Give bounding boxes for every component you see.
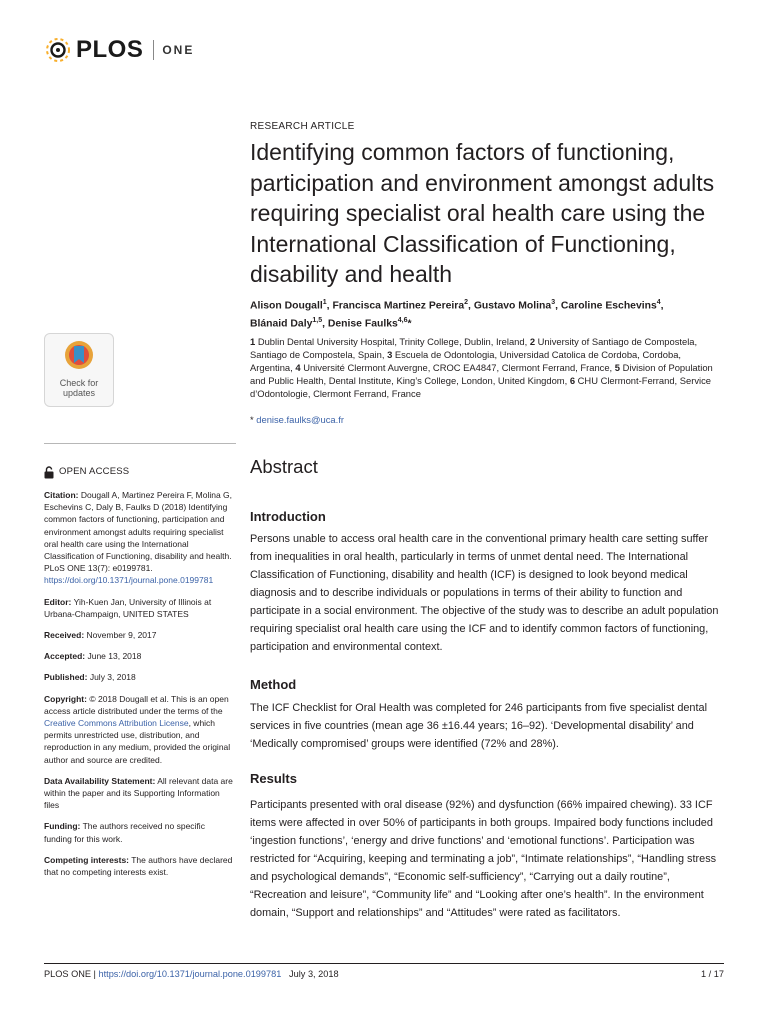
article-info-sidebar: [44, 466, 234, 887]
affil-text: CHU Clermont-Ferrand, Service d’Odontologie, Clermont Ferrand, France: [250, 375, 712, 400]
page-number: 1 / 17: [701, 969, 724, 979]
check-for-updates-label: Check for updates: [59, 378, 99, 398]
check-for-updates-badge[interactable]: [44, 333, 114, 407]
funding-block: Funding: The authors received no specific funding for this work.: [44, 821, 205, 844]
affiliations: [250, 335, 720, 400]
received-date: Received: November 9, 2017: [44, 630, 157, 641]
author-affil-sup: 4,6: [397, 316, 408, 324]
affil-num: 3: [387, 349, 393, 361]
affil-text: Dublin Dental University Hospital, Trinity College, Dublin, Ireland,: [257, 336, 528, 347]
accepted-date: Accepted: June 13, 2018: [44, 651, 142, 662]
brand-name: PLOS: [76, 36, 144, 63]
citation-doi-link[interactable]: https://doi.org/10.1371/journal.pone.0199781: [44, 575, 214, 586]
author-name[interactable]: Gustavo Molina: [473, 300, 552, 312]
copyright-block: Copyright: © 2018 Dougall et al. This is an open access article distributed under the terms of the Creative Commons Attribution License, which permits unrestricted use, distribution, and reproduction in any medium, provided the original author and source are credited.: [44, 693, 231, 765]
corresponding-mark: *: [407, 318, 412, 330]
author-name[interactable]: Alison Dougall: [250, 300, 323, 312]
article-title: Identifying common factors of functioning, participation and environment amongst adults requiring specialist oral health care using the International Classification of Functioning, disability and health: [250, 139, 715, 288]
logo-divider: [153, 40, 154, 60]
footer-journal: PLOS ONE |: [44, 969, 96, 979]
page-footer: [44, 969, 724, 979]
author-affil-sup: 4: [656, 299, 661, 306]
data-availability-block: Data Availability Statement: All relevant data are within the paper and its Supporting Information files: [44, 775, 233, 811]
license-link[interactable]: Creative Commons Attribution License: [44, 718, 189, 729]
affil-num: 4: [295, 362, 301, 374]
affil-text: University of Santiago de Compostela, Santiago de Compostela, Spain,: [250, 336, 698, 361]
affil-num: 2: [529, 336, 536, 347]
journal-logo[interactable]: [44, 36, 194, 64]
email-link[interactable]: denise.faulks@uca.fr: [256, 414, 344, 425]
open-access-label: OPEN ACCESS: [44, 466, 234, 479]
author-list: Alison Dougall$^1$, Francisca Martinez Pereira$^2$, Gustavo Molina$^3$, Caroline Eschevins$^4$, Blánaid Daly$^{1,5}$, Denise Faulks$^{4,6}$*: [250, 299, 664, 330]
footer-rule: [44, 963, 724, 964]
section-text-method: The ICF Checklist for Oral Health was completed for 246 participants from five specialist dental services in five countries (mean age 36 ±16.44 years; 16–92). ‘Developmental disability’ and ‘Medically compromised’ groups were identified (72% and 28%).: [250, 702, 707, 750]
article-type: RESEARCH ARTICLE: [250, 121, 355, 132]
corresponding-email: [250, 414, 344, 425]
brand-sub: ONE: [162, 43, 195, 57]
competing-interests-block: Competing interests: The authors have declared that no competing interests exist.: [44, 854, 233, 878]
footer-date: July 3, 2018: [289, 969, 339, 979]
author-affil-sup: 1,5: [312, 316, 323, 324]
author-name[interactable]: Caroline Eschevins: [560, 300, 657, 312]
bookmark-ribbon-icon: [64, 340, 94, 370]
affil-num: 5: [614, 362, 620, 374]
editor-block: Editor: Yih-Kuen Jan, University of Illinois at Urbana-Champaign, UNITED STATES: [44, 596, 212, 619]
plos-logo-icon: [44, 36, 72, 64]
author-affil-sup: 3: [551, 299, 556, 306]
section-heading-method: Method: [250, 677, 297, 692]
citation-block: Citation: Dougall A, Martinez Pereira F, Molina G, Eschevins C, Daly B, Faulks D (2018) Identifying common factors of functioning, participation and environment amongst adults requiring specialist oral health care using the International Classification of Functioning, disability and health. PLoS ONE 13(7): e0199781. https://doi.org/10.1371/journal.pone.0199781: [44, 490, 233, 586]
published-date: Published: July 3, 2018: [44, 672, 136, 683]
author-affil-sup: 1: [322, 299, 327, 306]
open-lock-icon: [44, 466, 54, 479]
affil-num: 6: [569, 375, 576, 387]
section-text-introduction: Persons unable to access oral health care in the conventional primary health care setting suffer from inequalities in oral health, particularly in terms of unmet dental need. The International Classification of Functioning, disability and health (ICF) is designed to look beyond medical diagnosis and to describe individuals or populations in terms of their ability to function and participate in a social environment. The objective of the study was to describe an adult population requiring specialist oral health care using the ICF and to identify common factors of functioning, participation and environmental context.: [250, 533, 719, 653]
affil-text: Division of Population and Public Health, Dental Institute, King’s College, London, United Kingdom,: [250, 362, 713, 387]
sidebar-divider: [44, 443, 236, 444]
author-name[interactable]: Denise Faulks: [327, 318, 398, 330]
section-text-results: Participants presented with oral disease (92%) and dysfunction (66% impaired chewing). 33 ICF items were affected in over 50% of participants in both groups. Impaired body functions included ‘ingestion functions’, ‘energy and drive functions’ and ‘emotional functions’. Participation was restricted for “Acquiring, keeping and terminating a job”, “Intimate relationships”, “Handling stress and psychological demands”, “Economic self-sufficiency”, “Carrying out a daily routine”, “Recreation and leisure”, “Community life” and “Looking after one’s health”. In the environment domain, “Support and relationships” and “Attitudes” were rated as facilitators.: [250, 799, 717, 919]
section-heading-results: Results: [250, 771, 297, 786]
affil-text: Université Clermont Auvergne, CROC EA4847, Clermont Ferrand, France,: [303, 362, 613, 374]
footer-doi-link[interactable]: https://doi.org/10.1371/journal.pone.0199781: [98, 969, 282, 979]
author-affil-sup: 2: [464, 299, 469, 306]
author-name[interactable]: Francisca Martinez Pereira: [332, 300, 465, 312]
affil-text: Escuela de Odontologia, Universidad Catolica de Cordoba, Cordoba, Argentina,: [250, 349, 682, 374]
section-heading-introduction: Introduction: [250, 509, 326, 524]
author-name[interactable]: Blánaid Daly: [250, 318, 313, 330]
affil-num: 1: [250, 336, 256, 347]
email-mark: *: [250, 414, 254, 425]
abstract-heading: Abstract: [250, 456, 318, 477]
